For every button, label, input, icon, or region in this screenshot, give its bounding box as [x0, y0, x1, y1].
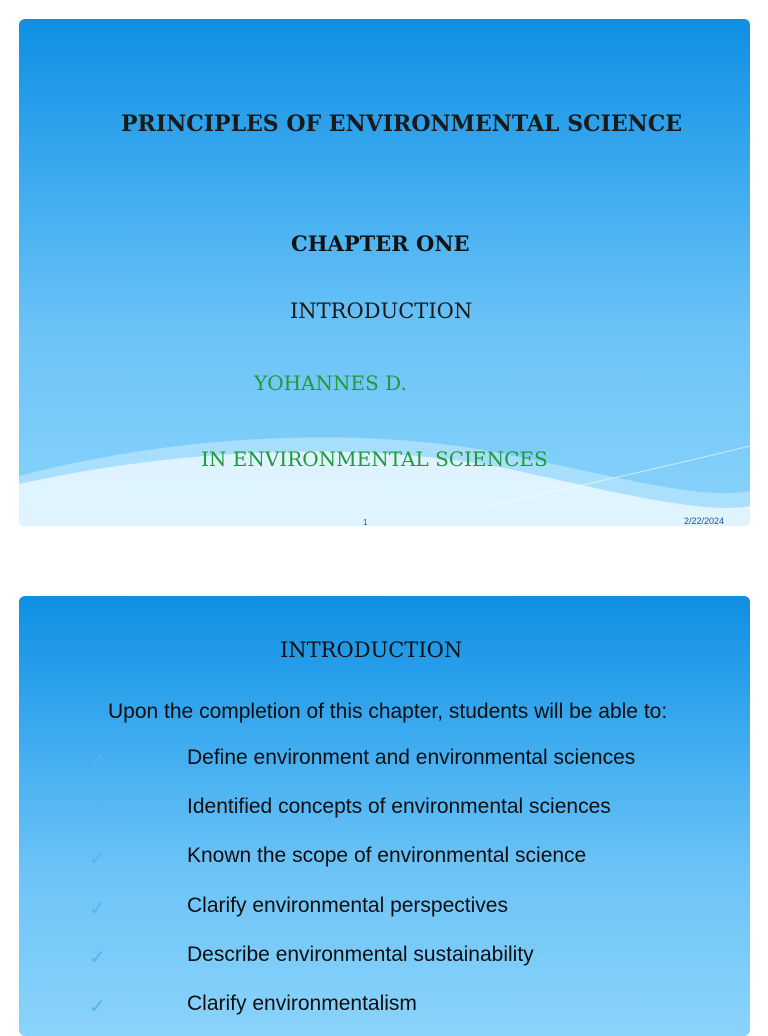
list-item [19, 844, 719, 874]
slide-heading: INTRODUCTION [280, 638, 463, 662]
objective-text: Clarify environmental perspectives [187, 894, 508, 917]
check-icon: ✓ [89, 996, 106, 1018]
objective-text: Identified concepts of environmental sciences [187, 795, 611, 818]
list-item [19, 746, 719, 776]
check-icon: ✓ [89, 848, 106, 870]
lead-text: Upon the completion of this chapter, students will be able to: [108, 700, 668, 723]
check-icon: ✓ [89, 750, 106, 772]
list-item [19, 894, 719, 924]
slide-date: 2/22/2024 [684, 516, 725, 526]
section-title: INTRODUCTION [290, 299, 473, 323]
page-number: 1 [363, 518, 368, 527]
objective-text: Clarify environmentalism [187, 992, 417, 1015]
objective-text: Define environment and environmental sciences [187, 746, 636, 769]
list-item [19, 795, 719, 825]
objectives-slide [19, 596, 750, 1036]
chapter-label: CHAPTER ONE [291, 231, 470, 256]
check-icon: ✓ [89, 947, 106, 969]
title-slide [19, 19, 750, 526]
author-name: YOHANNES D. [254, 371, 407, 395]
check-icon: ✓ [89, 799, 106, 821]
list-item [19, 992, 719, 1022]
objective-text: Describe environmental sustainability [187, 943, 534, 966]
presentation-title: PRINCIPLES OF ENVIRONMENTAL SCIENCE [121, 111, 683, 137]
subtitle: IN ENVIRONMENTAL SCIENCES [201, 447, 548, 471]
objective-text: Known the scope of environmental science [187, 844, 587, 867]
check-icon: ✓ [89, 898, 106, 920]
list-item [19, 943, 719, 973]
